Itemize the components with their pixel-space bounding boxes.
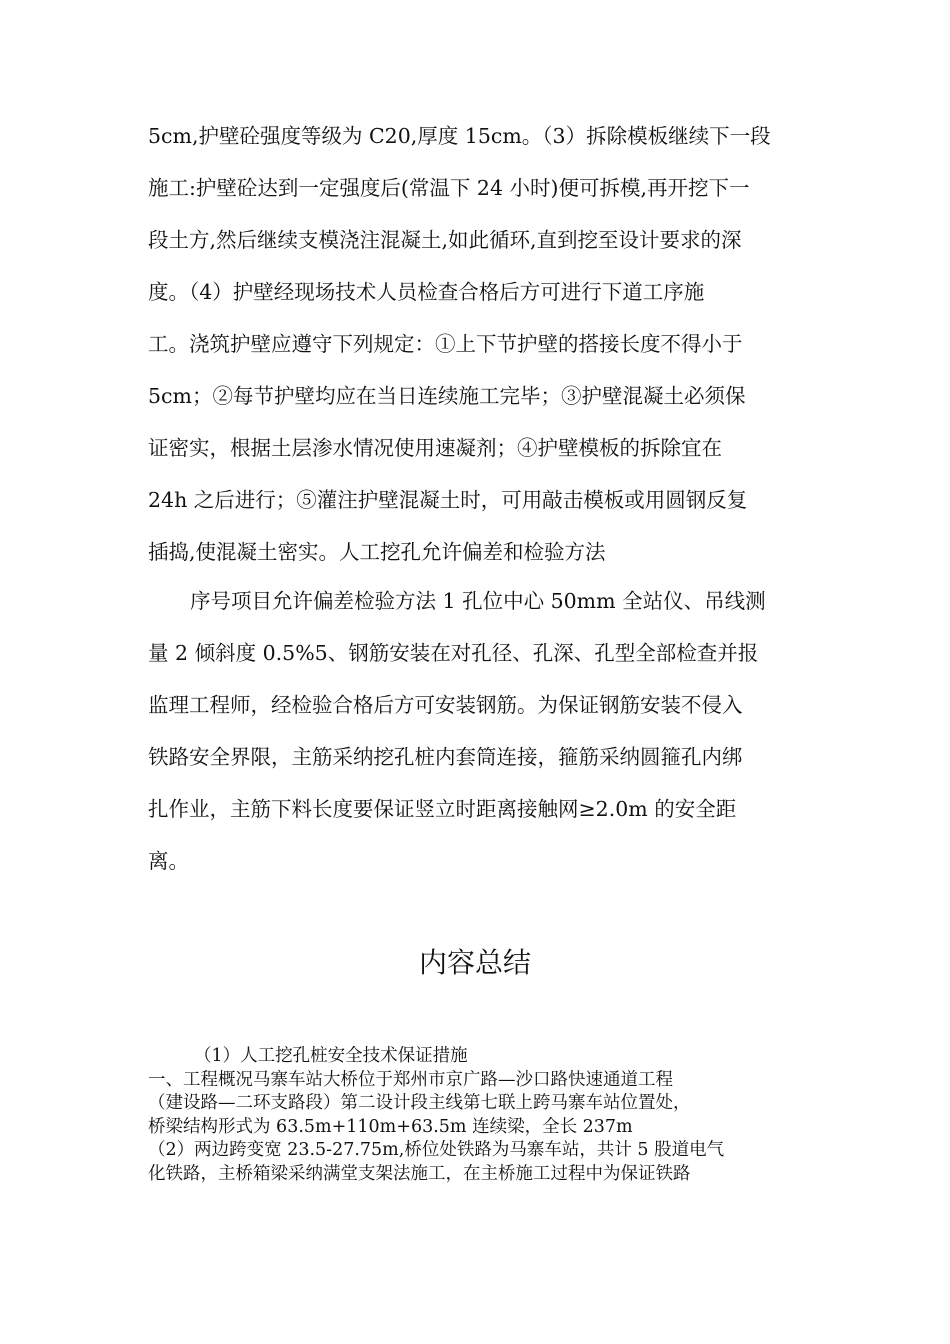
text-line: 5cm；②每节护壁均应在当日连续施工完毕；③护壁混凝土必须保: [148, 384, 746, 408]
text-line: 序号项目允许偏差检验方法 1 孔位中心 50mm 全站仪、吊线测: [190, 589, 766, 613]
text-line: 施工:护壁砼达到一定强度后(常温下 24 小时)便可拆模,再开挖下一: [148, 176, 750, 200]
summary-heading: 内容总结: [418, 946, 531, 979]
summary-line: （建设路—二环支路段）第二设计段主线第七联上跨马寨车站位置处，: [148, 1093, 691, 1113]
body-paragraph-2: [148, 575, 798, 887]
body-paragraph-1: [148, 110, 798, 578]
text-line: 扎作业，主筋下料长度要保证竖立时距离接触网≥2.0m 的安全距: [148, 797, 737, 821]
summary-line: 桥梁结构形式为 63.5m+110m+63.5m 连续梁，全长 237m: [148, 1116, 633, 1137]
text-line: 24h 之后进行；⑤灌注护壁混凝土时，可用敲击模板或用圆钢反复: [148, 488, 748, 512]
text-line: 量 2 倾斜度 0.5%5、钢筋安装在对孔径、孔深、孔型全部检查并报: [148, 641, 759, 665]
text-line: 5cm,护壁砼强度等级为 C20,厚度 15cm。（3）拆除模板继续下一段: [148, 124, 771, 148]
text-line: 监理工程师，经检验合格后方可安装钢筋。为保证钢筋安装不侵入: [148, 693, 743, 717]
text-line: 证密实，根据土层渗水情况使用速凝剂；④护壁模板的拆除宜在: [148, 436, 722, 460]
summary-line: 一、工程概况马寨车站大桥位于郑州市京广路—沙口路快速通道工程: [148, 1069, 673, 1090]
summary-line: 化铁路，主桥箱梁采纳满堂支架法施工，在主桥施工过程中为保证铁路: [148, 1163, 691, 1184]
text-line: 铁路安全界限，主筋采纳挖孔桩内套筒连接，箍筋采纳圆箍孔内绑: [148, 745, 743, 769]
summary-block: [148, 1045, 808, 1186]
summary-line: （1）人工挖孔桩安全技术保证措施: [194, 1046, 468, 1066]
summary-line: （2）两边跨变宽 23.5-27.75m,桥位处铁路为马寨车站，共计 5 股道电气: [148, 1140, 725, 1160]
text-line: 度。（4）护壁经现场技术人员检查合格后方可进行下道工序施: [148, 280, 705, 304]
text-line: 插捣,使混凝土密实。人工挖孔允许偏差和检验方法: [148, 540, 606, 564]
text-line: 离。: [148, 849, 189, 873]
text-line: 工。浇筑护壁应遵守下列规定：①上下节护壁的搭接长度不得小于: [148, 332, 743, 356]
text-line: 段土方,然后继续支模浇注混凝土,如此循环,直到挖至设计要求的深: [148, 228, 742, 252]
